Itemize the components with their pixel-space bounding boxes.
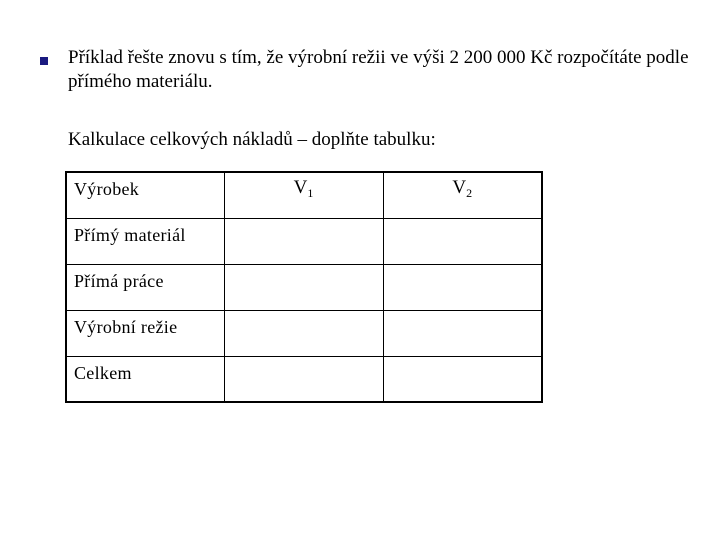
cell-production-overhead-v2[interactable] (383, 310, 542, 356)
task-paragraph: Příklad řešte znovu s tím, že výrobní režii ve výši 2 200 000 Kč rozpočítáte podle přímého materiálu. (68, 47, 689, 92)
cost-calculation-table (65, 171, 543, 403)
table-row (66, 310, 542, 356)
row-label-direct-material: Přímý materiál (66, 218, 224, 264)
table-row (66, 356, 542, 402)
cell-production-overhead-v1[interactable] (224, 310, 383, 356)
header-column-v2 (383, 172, 542, 218)
table-header-row (66, 172, 542, 218)
cell-direct-material-v1[interactable] (224, 218, 383, 264)
cell-direct-labour-v1[interactable] (224, 264, 383, 310)
cell-total-v1[interactable] (224, 356, 383, 402)
table-row (66, 218, 542, 264)
cell-direct-labour-v2[interactable] (383, 264, 542, 310)
bullet-marker (40, 57, 48, 65)
header-column-v1 (224, 172, 383, 218)
header-v1-subscript: 1 (307, 186, 314, 200)
header-label-product: Výrobek (66, 172, 224, 218)
row-label-direct-labour: Přímá práce (66, 264, 224, 310)
header-v2-subscript: 2 (466, 186, 473, 200)
cell-total-v2[interactable] (383, 356, 542, 402)
table-instruction: Kalkulace celkových nákladů – doplňte tabulku: (68, 129, 436, 150)
table-row (66, 264, 542, 310)
row-label-total: Celkem (66, 356, 224, 402)
cell-direct-material-v2[interactable] (383, 218, 542, 264)
header-v2-main: V (452, 177, 467, 198)
header-v1-main: V (293, 177, 308, 198)
row-label-production-overhead: Výrobní režie (66, 310, 224, 356)
